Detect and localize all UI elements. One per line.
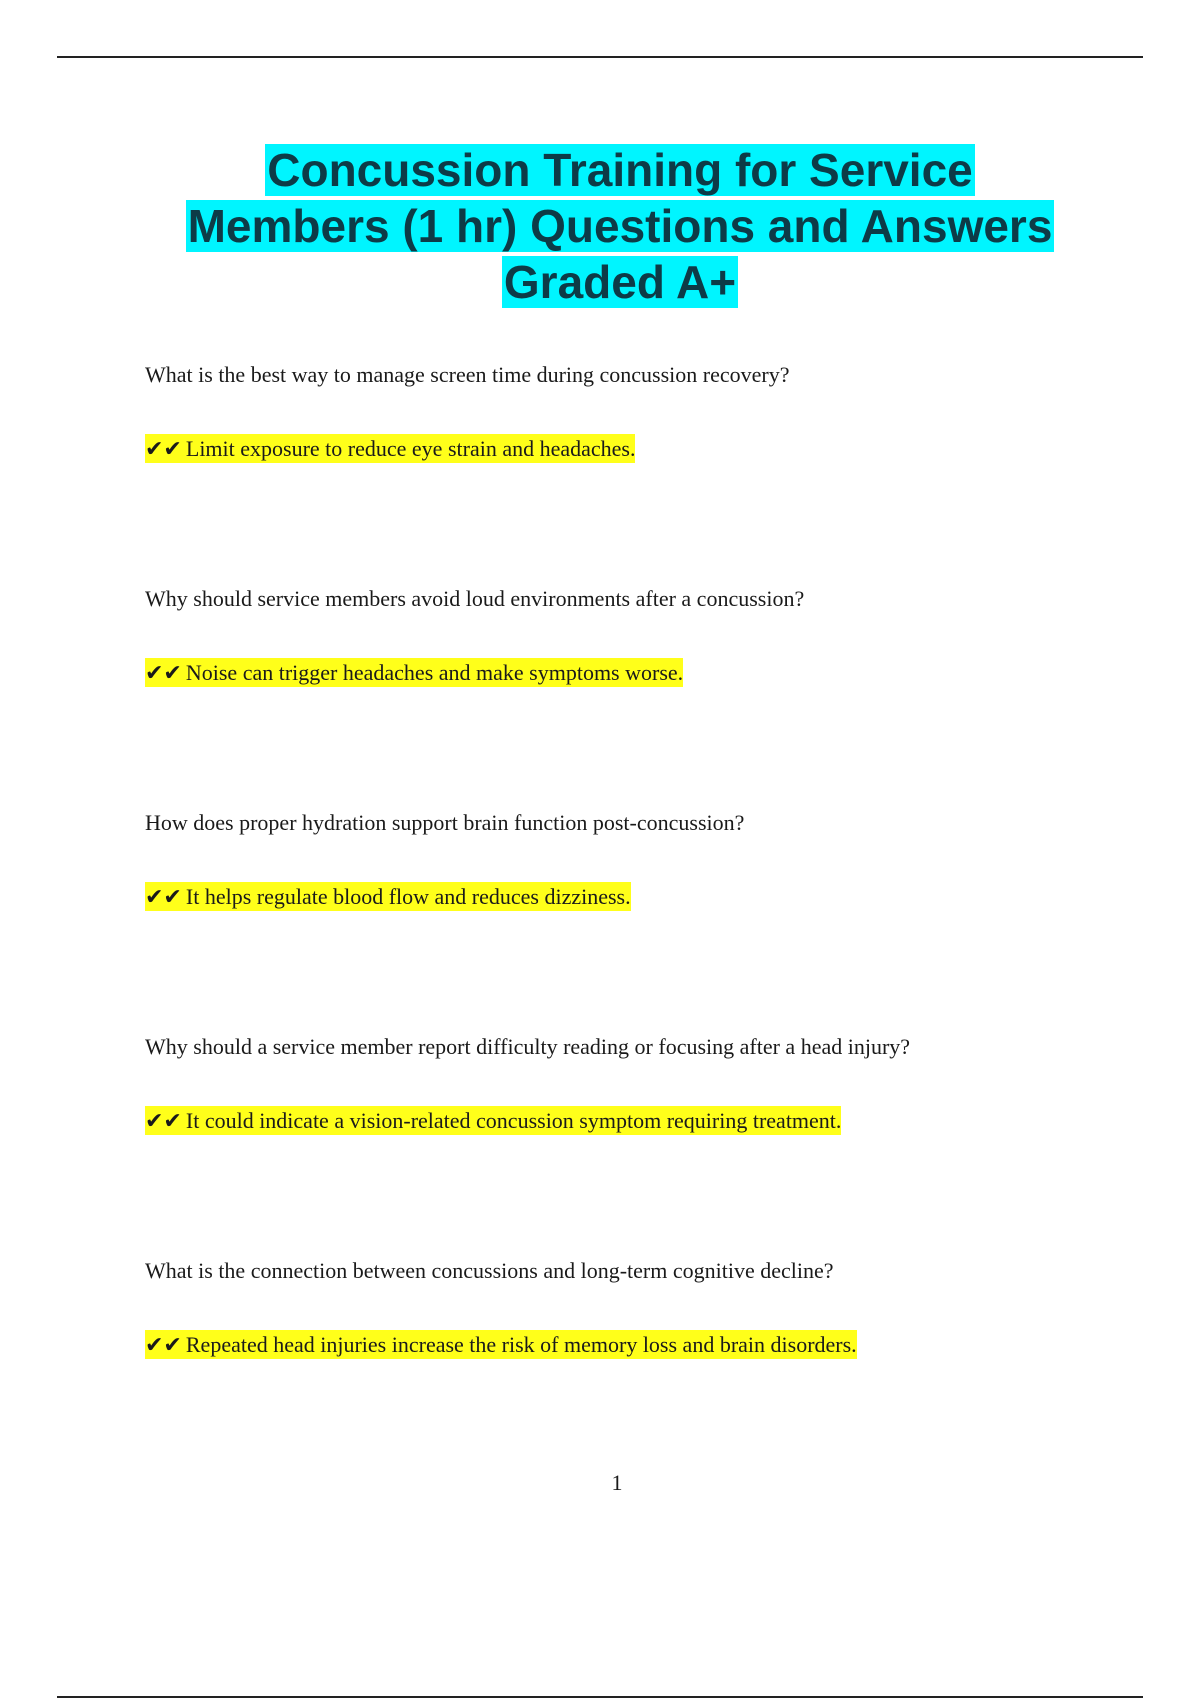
- qa-item: [145, 1032, 1125, 1256]
- answer-highlight: [145, 1106, 841, 1135]
- qa-item: [145, 584, 1125, 808]
- answer: [145, 1106, 1125, 1137]
- answer-text: Noise can trigger headaches and make symptoms worse.: [185, 660, 684, 685]
- qa-item: [145, 808, 1125, 1032]
- question-text: What is the best way to manage screen time during concussion recovery?: [145, 362, 790, 387]
- answer-highlight: [145, 1330, 857, 1359]
- double-check-icon: ✔✔: [145, 1333, 182, 1358]
- answer-text: Limit exposure to reduce eye strain and headaches.: [185, 436, 636, 461]
- double-check-icon: ✔✔: [145, 661, 182, 686]
- answer: [145, 1330, 1125, 1361]
- answer-highlight: [145, 658, 683, 687]
- bottom-rule: [57, 1696, 1143, 1698]
- answer: [145, 434, 1125, 465]
- question-text: Why should a service member report difficulty reading or focusing after a head injury?: [145, 1034, 911, 1059]
- answer: [145, 882, 1125, 913]
- title-line-3: Graded A+: [503, 256, 737, 308]
- top-rule: [57, 56, 1143, 58]
- document-title: [120, 142, 1120, 310]
- answer-text: It could indicate a vision-related concussion symptom requiring treatment.: [185, 1108, 842, 1133]
- answer-highlight: [145, 882, 631, 911]
- question-text: What is the connection between concussions and long-term cognitive decline?: [145, 1258, 834, 1283]
- double-check-icon: ✔✔: [145, 885, 182, 910]
- question-text: How does proper hydration support brain function post-concussion?: [145, 810, 745, 835]
- double-check-icon: ✔✔: [145, 437, 182, 462]
- answer-highlight: [145, 434, 635, 463]
- qa-item: [145, 360, 1125, 584]
- title-line-1: Concussion Training for Service: [267, 144, 973, 196]
- question-text: Why should service members avoid loud environments after a concussion?: [145, 586, 805, 611]
- title-line-2: Members (1 hr) Questions and Answers: [187, 200, 1053, 252]
- answer-text: Repeated head injuries increase the risk of memory loss and brain disorders.: [185, 1332, 857, 1357]
- double-check-icon: ✔✔: [145, 1109, 182, 1134]
- qa-item: [145, 1256, 1125, 1480]
- answer-text: It helps regulate blood flow and reduces dizziness.: [185, 884, 631, 909]
- page-number: 1: [611, 1470, 623, 1495]
- qa-list: [145, 360, 1125, 1480]
- answer: [145, 658, 1125, 689]
